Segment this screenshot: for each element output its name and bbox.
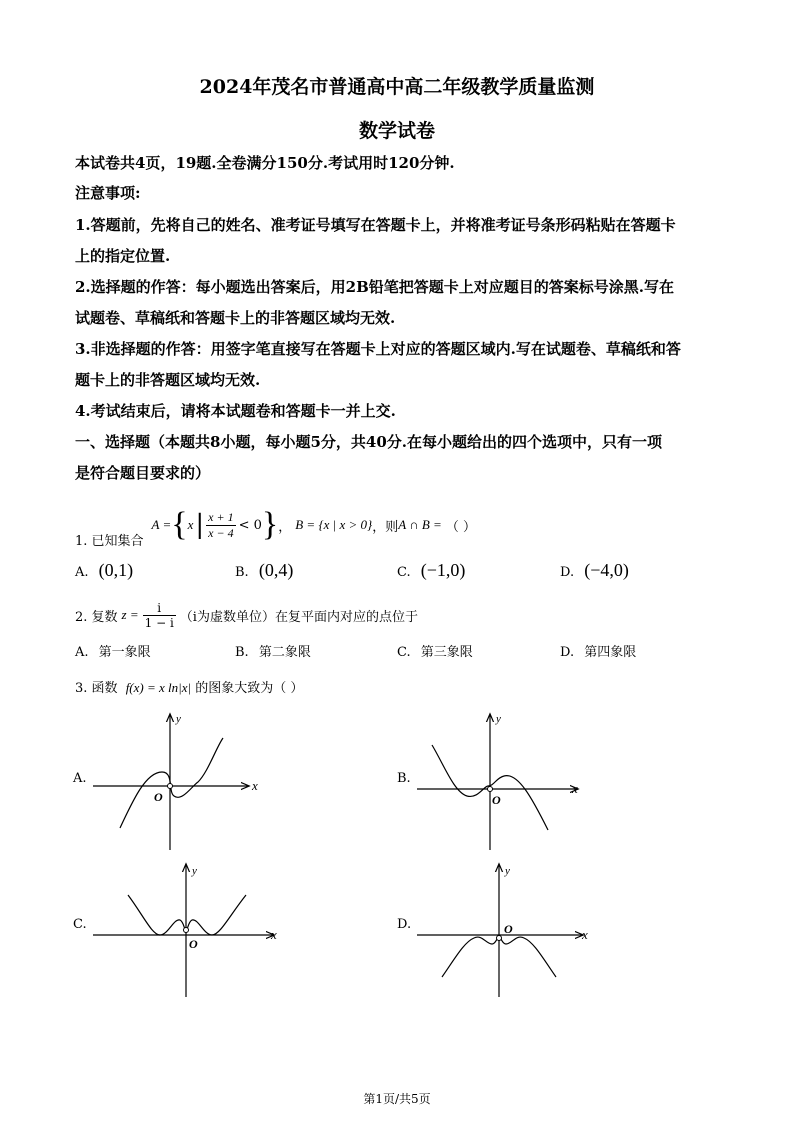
question-2-suffix: （i为虚数单位）在复平面内对应的点位于: [179, 609, 418, 625]
function-expression: f(x) = x ln|x|: [125, 680, 192, 695]
question-3: [75, 677, 303, 696]
fraction-numerator: x + 1: [208, 509, 234, 524]
then-text: ，则: [372, 519, 399, 535]
q1-option-c: [397, 560, 465, 581]
origin-label: O: [154, 790, 163, 804]
x-axis-label: x: [271, 927, 277, 942]
q2-option-b: [235, 641, 311, 660]
bar: |: [195, 510, 205, 540]
option-label: C.: [397, 565, 411, 580]
graph-b-label: B.: [397, 771, 411, 786]
question-2-prefix: 2. 复数: [75, 609, 118, 625]
option-label: A.: [75, 565, 89, 580]
set-a-var: x: [187, 517, 194, 532]
option-value: 第四象限: [584, 645, 637, 660]
hole-point: [488, 787, 493, 792]
notice-line: 4.考试结束后，请将本试题卷和答题卡一并上交.: [75, 402, 396, 420]
set-b: B = {x | x > 0}: [295, 517, 373, 532]
fraction-denominator: 1 − i: [144, 615, 174, 630]
x-axis-label: x: [572, 781, 578, 796]
option-value: (−1,0): [420, 560, 466, 580]
notice-line: 1.答题前，先将自己的姓名、准考证号填写在答题卡上，并将准考证号条形码粘贴在答题卡: [75, 216, 676, 234]
origin-label: O: [504, 922, 513, 936]
x-axis-label: x: [252, 778, 258, 793]
page-subtitle: 数学试卷: [358, 120, 435, 142]
y-axis-label: y: [192, 865, 197, 877]
brace-close: }: [261, 506, 279, 543]
option-value: (0,1): [98, 560, 134, 580]
hole-point: [184, 928, 189, 933]
notice-line: 题卡上的非答题区域均无效.: [75, 371, 261, 389]
graph-c-label: C.: [73, 917, 87, 932]
question-3-prefix: 3. 函数: [75, 681, 118, 696]
function-curve: [120, 738, 223, 828]
notice-line: 2.选择题的作答：每小题选出答案后，用2B铅笔把答题卡上对应题目的答案标号涂黑.写在: [75, 278, 675, 296]
intersection: A ∩ B =: [398, 517, 442, 532]
origin-label: O: [189, 937, 198, 951]
q2-option-d: [560, 641, 636, 660]
notice-line: 3.非选择题的作答：用签字笔直接写在答题卡上对应的答题区域内.写在试题卷、草稿纸和答: [75, 340, 681, 358]
z-eq: z =: [121, 607, 139, 622]
hole-point: [168, 784, 173, 789]
graph-d-label: D.: [397, 917, 412, 932]
set-a-lhs: A =: [151, 517, 172, 532]
option-label: B.: [235, 565, 249, 580]
graph-d: [412, 860, 602, 1000]
option-label: A.: [75, 645, 89, 660]
hole-point: [497, 936, 502, 941]
graph-c: [88, 860, 288, 1000]
option-value: 第三象限: [420, 645, 473, 660]
y-axis-label: y: [496, 713, 501, 725]
page-footer: 第1页/共5页: [363, 1092, 431, 1106]
graph-a-label: A.: [73, 771, 87, 786]
option-value: (0,4): [258, 560, 294, 580]
x-axis-label: x: [582, 927, 588, 942]
q1-option-a: [75, 560, 133, 581]
notice-line: 试题卷、草稿纸和答题卡上的非答题区域均无效.: [75, 309, 396, 327]
q2-option-a: [75, 641, 151, 660]
y-axis-label: y: [176, 713, 181, 725]
y-axis-label: y: [505, 865, 510, 877]
q1-option-d: [560, 560, 629, 581]
graph-a: [88, 710, 278, 855]
q2-option-c: [397, 641, 473, 660]
notice-heading: 注意事项:: [75, 184, 141, 202]
origin-label: O: [492, 793, 501, 807]
question-3-suffix: 的图象大致为（ ）: [195, 681, 304, 696]
graph-b: [412, 710, 592, 855]
option-label: D.: [560, 645, 575, 660]
answer-blank: （ ）: [445, 519, 476, 535]
question-1-prefix: 1. 已知集合: [75, 533, 144, 549]
notice-line: 上的指定位置.: [75, 247, 171, 265]
option-label: C.: [397, 645, 411, 660]
set-a-fraction: [206, 510, 235, 541]
brace-open: {: [171, 506, 188, 543]
set-a-condition: < 0: [238, 517, 262, 533]
question-1: [75, 497, 476, 553]
question-2: [75, 595, 418, 635]
section-heading: 是符合题目要求的）: [75, 464, 211, 482]
exam-intro: 本试卷共4页，19题.全卷满分150分.考试用时120分钟.: [75, 154, 455, 172]
section-heading: 一、选择题（本题共8小题，每小题5分，共40分.在每小题给出的四个选项中，只有一项: [75, 433, 662, 451]
option-value: 第二象限: [258, 645, 311, 660]
option-value: 第一象限: [98, 645, 151, 660]
fraction-numerator: i: [143, 601, 176, 616]
complex-fraction: [143, 601, 176, 630]
fraction-denominator: x − 4: [208, 525, 234, 540]
option-value: (−4,0): [584, 560, 629, 580]
page-title: 2024年茂名市普通高中高二年级教学质量监测: [199, 76, 595, 98]
q1-option-b: [235, 560, 293, 581]
comma: ，: [278, 519, 292, 535]
option-label: D.: [560, 565, 575, 580]
option-label: B.: [235, 645, 249, 660]
